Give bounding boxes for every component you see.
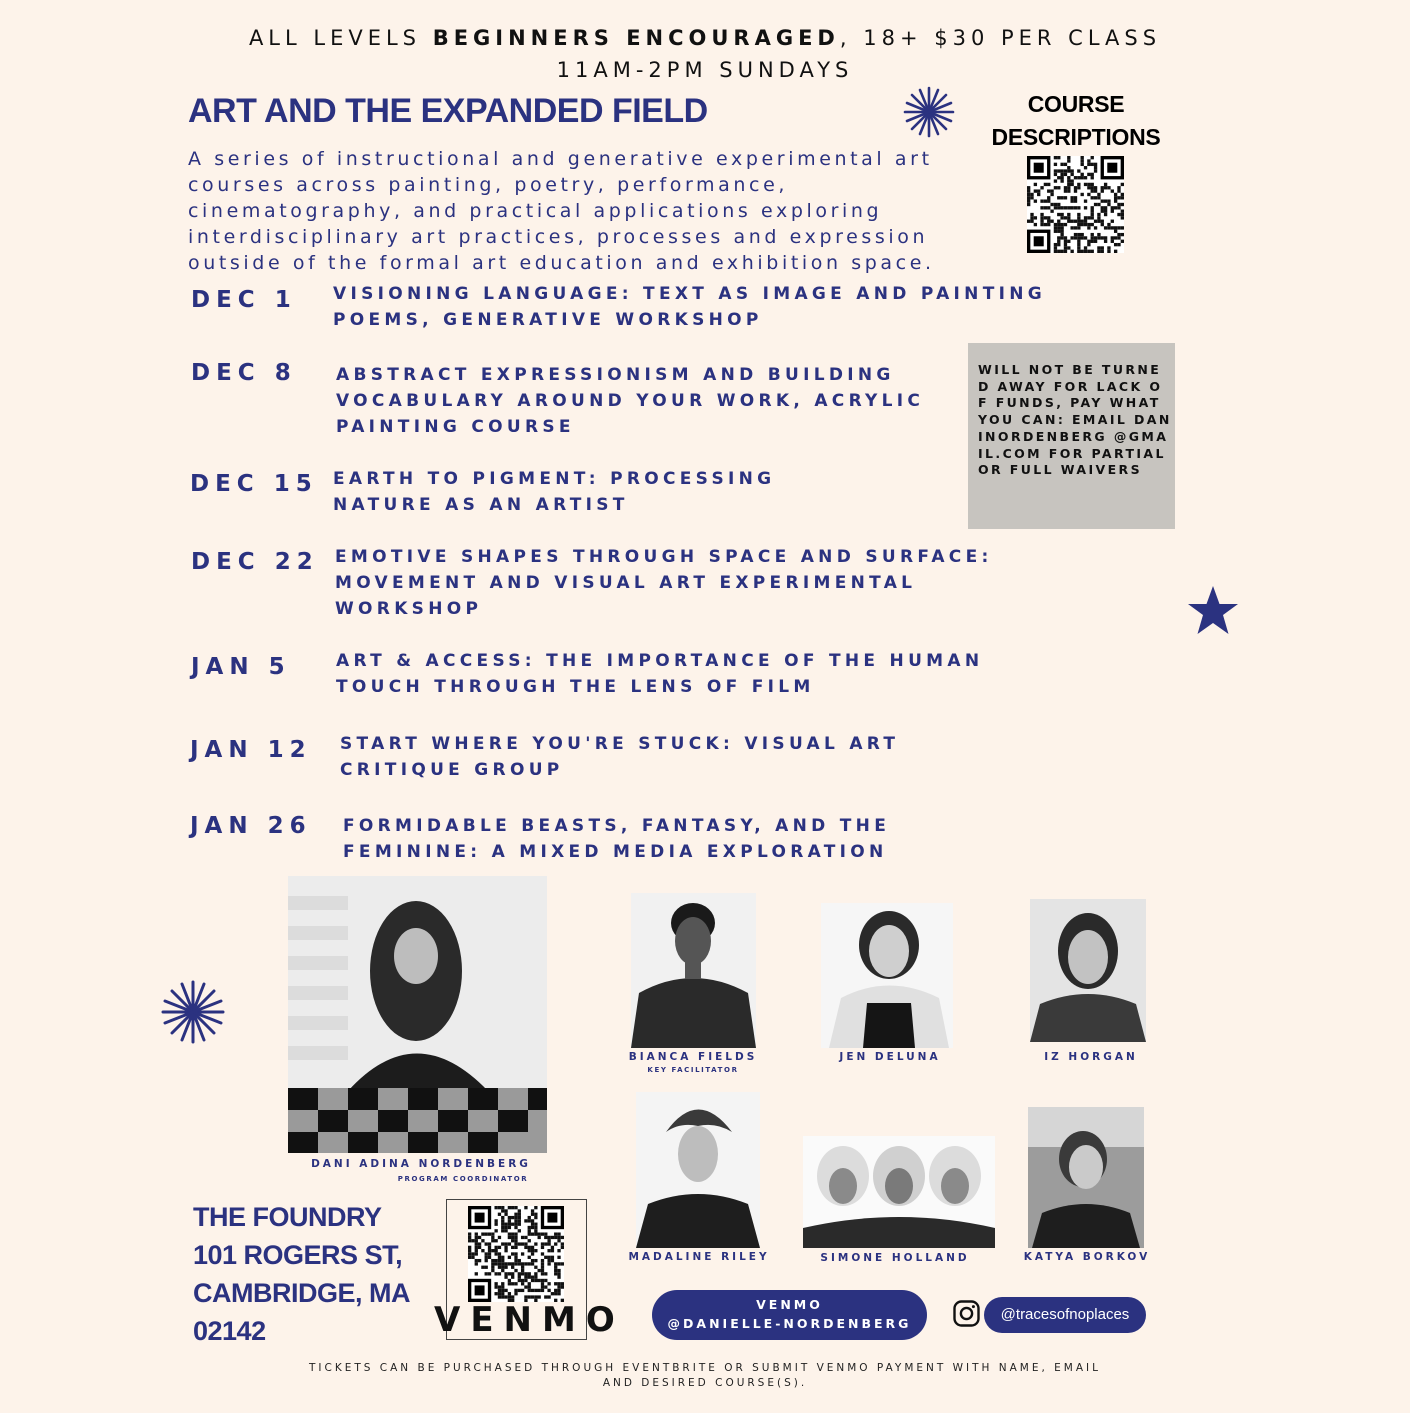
waiver-notice-box	[968, 343, 1175, 529]
coordinator-photo	[288, 876, 547, 1153]
schedule-date: DEC 22	[191, 549, 319, 575]
schedule-date: JAN 26	[190, 813, 312, 839]
schedule-date: DEC 15	[190, 471, 318, 497]
simone-holland-photo	[803, 1136, 995, 1248]
madaline-riley-photo	[636, 1092, 760, 1248]
starburst-icon	[903, 86, 955, 138]
schedule-course: EARTH TO PIGMENT: PROCESSING NATURE AS AN ARTIST	[333, 469, 776, 515]
course-descriptions-line1: COURSE	[1027, 91, 1125, 117]
jen-deluna-name: JEN DELUNA	[839, 1051, 941, 1063]
katya-borkov-photo	[1028, 1107, 1144, 1248]
madaline-riley-name: MADALINE RILEY	[628, 1251, 770, 1263]
address-line: 101 ROGERS ST,	[193, 1240, 403, 1270]
starburst-icon	[160, 979, 226, 1045]
iz-horgan-name: IZ HORGAN	[1044, 1051, 1138, 1063]
venue-address	[193, 1198, 410, 1350]
star-icon	[1186, 585, 1240, 637]
ticket-info-footer: TICKETS CAN BE PURCHASED THROUGH EVENTBRITE OR SUBMIT VENMO PAYMENT WITH NAME, EMAIL AND DESIRED COURSE(S).	[309, 1362, 1101, 1389]
pricing-text-levels: ALL LEVELS	[248, 26, 433, 50]
page-title: ART AND THE EXPANDED FIELD	[188, 92, 708, 130]
katya-borkov-name: KATYA BORKOV	[1023, 1251, 1151, 1263]
bianca-fields-name: BIANCA FIELDS	[628, 1051, 758, 1063]
schedule-date: DEC 8	[191, 360, 297, 386]
schedule-time-line: 11AM-2PM SUNDAYS	[556, 58, 854, 82]
pricing-text-price: , 18+ $30 PER CLASS	[839, 26, 1162, 50]
course-descriptions-line2: DESCRIPTIONS	[991, 124, 1161, 150]
simone-holland-name: SIMONE HOLLAND	[820, 1252, 970, 1264]
coordinator-role: PROGRAM COORDINATOR	[397, 1175, 529, 1183]
jen-deluna-photo	[821, 903, 953, 1048]
iz-horgan-photo	[1030, 899, 1146, 1042]
schedule-date: DEC 1	[191, 287, 297, 313]
bianca-fields-photo	[631, 893, 756, 1048]
venmo-qr-code[interactable]	[468, 1206, 564, 1302]
schedule-date: JAN 12	[190, 737, 312, 763]
waiver-notice-text: WILL NOT BE TURNED AWAY FOR LACK OF FUNDS, PAY WHAT YOU CAN: EMAIL DANINORDENBERG @GMAIL.COM FOR PARTIAL OR FULL WAIVERS	[978, 362, 1172, 478]
schedule-course: VISIONING LANGUAGE: TEXT AS IMAGE AND PAINTING POEMS, GENERATIVE WORKSHOP	[333, 284, 1047, 330]
instagram-handle-link[interactable]: @tracesofnoplaces	[984, 1297, 1146, 1333]
schedule-course: EMOTIVE SHAPES THROUGH SPACE AND SURFACE: MOVEMENT AND VISUAL ART EXPERIMENTAL WORKSHOP	[335, 547, 993, 619]
intro-paragraph: A series of instructional and generative experimental art courses across painting, poetry, performance, cinematography, and practical applications exploring interdisciplinary art practices, processes and expression outside of the formal art education and exhibition space.	[188, 148, 935, 274]
schedule-course: ART & ACCESS: THE IMPORTANCE OF THE HUMAN TOUCH THROUGH THE LENS OF FILM	[336, 651, 984, 697]
pricing-line	[0, 26, 1410, 50]
venmo-label: VENMO	[434, 1300, 625, 1340]
pricing-text-beginners: BEGINNERS ENCOURAGED	[432, 26, 840, 50]
venmo-handle-button[interactable]	[652, 1290, 927, 1340]
course-descriptions-heading	[988, 88, 1164, 154]
coordinator-name: DANI ADINA NORDENBERG	[311, 1158, 531, 1170]
address-line: CAMBRIDGE, MA	[193, 1278, 410, 1308]
schedule-course: FORMIDABLE BEASTS, FANTASY, AND THE FEMININE: A MIXED MEDIA EXPLORATION	[343, 816, 891, 862]
schedule-course: ABSTRACT EXPRESSIONISM AND BUILDING VOCABULARY AROUND YOUR WORK, ACRYLIC PAINTING COURSE	[336, 365, 925, 437]
instagram-icon[interactable]	[953, 1300, 980, 1327]
course-descriptions-qr-code[interactable]	[1027, 156, 1124, 253]
venmo-pill-handle: @DANIELLE-NORDENBERG	[667, 1316, 912, 1331]
address-line: THE FOUNDRY	[193, 1202, 382, 1232]
address-line: 02142	[193, 1316, 266, 1346]
schedule-course: START WHERE YOU'RE STUCK: VISUAL ART CRITIQUE GROUP	[340, 734, 900, 780]
schedule-date: JAN 5	[191, 654, 291, 680]
bianca-fields-role: KEY FACILITATOR	[647, 1066, 739, 1074]
venmo-pill-label: VENMO	[756, 1297, 823, 1312]
